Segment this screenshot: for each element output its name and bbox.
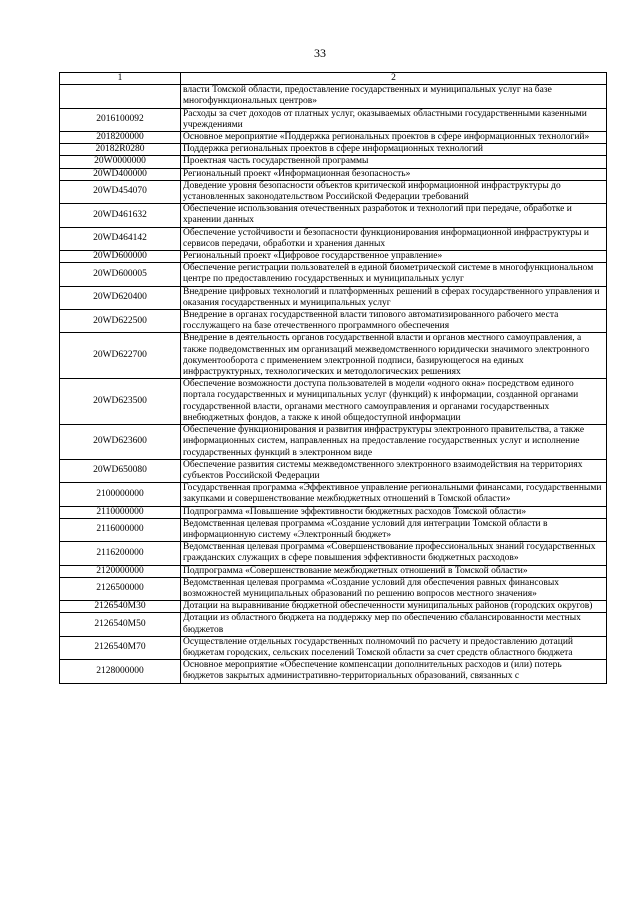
table-row: [60, 204, 607, 227]
description-cell: Обеспечение регистрации пользователей в единой биометрической системе в многофункциональном центре по предоставлению государственных и муниципальных услуг: [181, 263, 607, 286]
table-row: [60, 132, 607, 144]
description-cell: Ведомственная целевая программа «Создание условий для интеграции Томской области в информационную систему «Электронный бюджет»: [181, 518, 607, 541]
description-cell: Осуществление отдельных государственных полномочий по расчету и предоставлению дотаций бюджетам городских, сельских поселений Томской области за счет средств областного бюджета: [181, 636, 607, 659]
code-cell: 2120000000: [60, 565, 181, 577]
description-cell: Подпрограмма «Совершенствование межбюджетных отношений в Томской области»: [181, 565, 607, 577]
description-cell: Подпрограмма «Повышение эффективности бюджетных расходов Томской области»: [181, 506, 607, 518]
continuation-code-cell: [60, 85, 181, 108]
budget-classification-table: [59, 72, 607, 684]
code-cell: 20WD620400: [60, 286, 181, 309]
description-cell: Доведение уровня безопасности объектов критической информационной инфраструктуры до установленных законодательством Российской Федерации требований: [181, 180, 607, 203]
code-cell: 20WD650080: [60, 459, 181, 482]
table-row: [60, 310, 607, 333]
table-row: [60, 613, 607, 636]
table-row: [60, 660, 607, 683]
table-row: [60, 565, 607, 577]
description-cell: Обеспечение функционирования и развития инфраструктуры электронного правительства, а также информационных систем, направленных на предоставление государственных услуг и исполнение государственных функций в электронном виде: [181, 425, 607, 460]
description-cell: Основное мероприятие «Поддержка региональных проектов в сфере информационных технологий»: [181, 132, 607, 144]
column-header-code: 1: [60, 73, 181, 85]
table-row: [60, 263, 607, 286]
table-row: [60, 506, 607, 518]
table-row: [60, 108, 607, 131]
table-row: [60, 379, 607, 425]
description-cell: Внедрение цифровых технологий и платформенных решений в сферах государственного управления и оказания государственных и муниципальных услуг: [181, 286, 607, 309]
description-cell: Обеспечение развития системы межведомственного электронного взаимодействия на территориях субъектов Российской Федерации: [181, 459, 607, 482]
code-cell: 20WD464142: [60, 227, 181, 250]
table-row: [60, 227, 607, 250]
description-cell: Проектная часть государственной программы: [181, 156, 607, 168]
description-cell: Обеспечение устойчивости и безопасности функционирования информационной инфраструктуры и сервисов передачи, обработки и хранения данных: [181, 227, 607, 250]
code-cell: 20182R0280: [60, 144, 181, 156]
description-cell: Внедрение в деятельность органов государственной власти и органов местного самоуправления, а также подведомственных им организаций межведомственного юридически значимого электронного документооборота с применением электронной подписи, базирующегося на единых инфраструктурных, технологических и методологических решениях: [181, 333, 607, 379]
description-cell: Региональный проект «Цифровое государственное управление»: [181, 251, 607, 263]
code-cell: 20WD600005: [60, 263, 181, 286]
code-cell: 20WD623500: [60, 379, 181, 425]
code-cell: 2126540М50: [60, 613, 181, 636]
description-cell: Поддержка региональных проектов в сфере информационных технологий: [181, 144, 607, 156]
table-row: [60, 144, 607, 156]
code-cell: 20WD600000: [60, 251, 181, 263]
description-cell: Ведомственная целевая программа «Совершенствование профессиональных знаний государственных гражданских служащих в сфере повышения эффективности бюджетных расходов»: [181, 542, 607, 565]
code-cell: 20WD400000: [60, 168, 181, 180]
continuation-text-cell: власти Томской области, предоставление государственных и муниципальных услуг на базе многофункциональных центров»: [181, 85, 607, 108]
description-cell: Основное мероприятие «Обеспечение компенсации дополнительных расходов и (или) потерь бюджетов закрытых административно-территориальных образований, связанных с: [181, 660, 607, 683]
description-cell: Внедрение в органах государственной власти типового автоматизированного рабочего места госслужащего на базе отечественного программного обеспечения: [181, 310, 607, 333]
description-cell: Обеспечение использования отечественных разработок и технологий при передаче, обработке и хранении данных: [181, 204, 607, 227]
table-header-row: [60, 73, 607, 85]
code-cell: 20WD454070: [60, 180, 181, 203]
description-cell: Расходы за счет доходов от платных услуг, оказываемых областными государственными казенными учреждениями: [181, 108, 607, 131]
code-cell: 20WD622500: [60, 310, 181, 333]
code-cell: 20W0000000: [60, 156, 181, 168]
description-cell: Обеспечение возможности доступа пользователей в модели «одного окна» посредством единого портала государственных и муниципальных услуг (функций) к информации, созданной органами государственной власти, органами местного самоуправления и органами государственных внебюджетных фондов, а также к иной общедоступной информации: [181, 379, 607, 425]
description-cell: Региональный проект «Информационная безопасность»: [181, 168, 607, 180]
table-row: [60, 483, 607, 506]
code-cell: 2126540М70: [60, 636, 181, 659]
code-cell: 2116000000: [60, 518, 181, 541]
page-number: 33: [314, 46, 326, 60]
column-header-description: 2: [181, 73, 607, 85]
table-row: [60, 636, 607, 659]
code-cell: 20WD461632: [60, 204, 181, 227]
code-cell: 20WD622700: [60, 333, 181, 379]
table-row: [60, 156, 607, 168]
code-cell: 2116200000: [60, 542, 181, 565]
table-row: [60, 542, 607, 565]
table-row: [60, 577, 607, 600]
table-row: [60, 180, 607, 203]
description-cell: Государственная программа «Эффективное управление региональными финансами, государственными закупками и совершенствование межбюджетных отношений в Томской области»: [181, 483, 607, 506]
description-cell: Ведомственная целевая программа «Создание условий для обеспечения равных финансовых возможностей муниципальных образований по решению вопросов местного значения»: [181, 577, 607, 600]
continuation-row: [60, 85, 607, 108]
code-cell: 2016100092: [60, 108, 181, 131]
code-cell: 2126500000: [60, 577, 181, 600]
table-row: [60, 168, 607, 180]
description-cell: Дотации из областного бюджета на поддержку мер по обеспечению сбалансированности местных бюджетов: [181, 613, 607, 636]
table-row: [60, 518, 607, 541]
table-row: [60, 251, 607, 263]
description-cell: Дотации на выравнивание бюджетной обеспеченности муниципальных районов (городских округов): [181, 601, 607, 613]
code-cell: 2110000000: [60, 506, 181, 518]
table-row: [60, 459, 607, 482]
code-cell: 2018200000: [60, 132, 181, 144]
code-cell: 2100000000: [60, 483, 181, 506]
table-row: [60, 286, 607, 309]
table-body: [60, 73, 607, 684]
code-cell: 20WD623600: [60, 425, 181, 460]
table-row: [60, 601, 607, 613]
code-cell: 2128000000: [60, 660, 181, 683]
table-row: [60, 333, 607, 379]
table-row: [60, 425, 607, 460]
code-cell: 2126540М30: [60, 601, 181, 613]
